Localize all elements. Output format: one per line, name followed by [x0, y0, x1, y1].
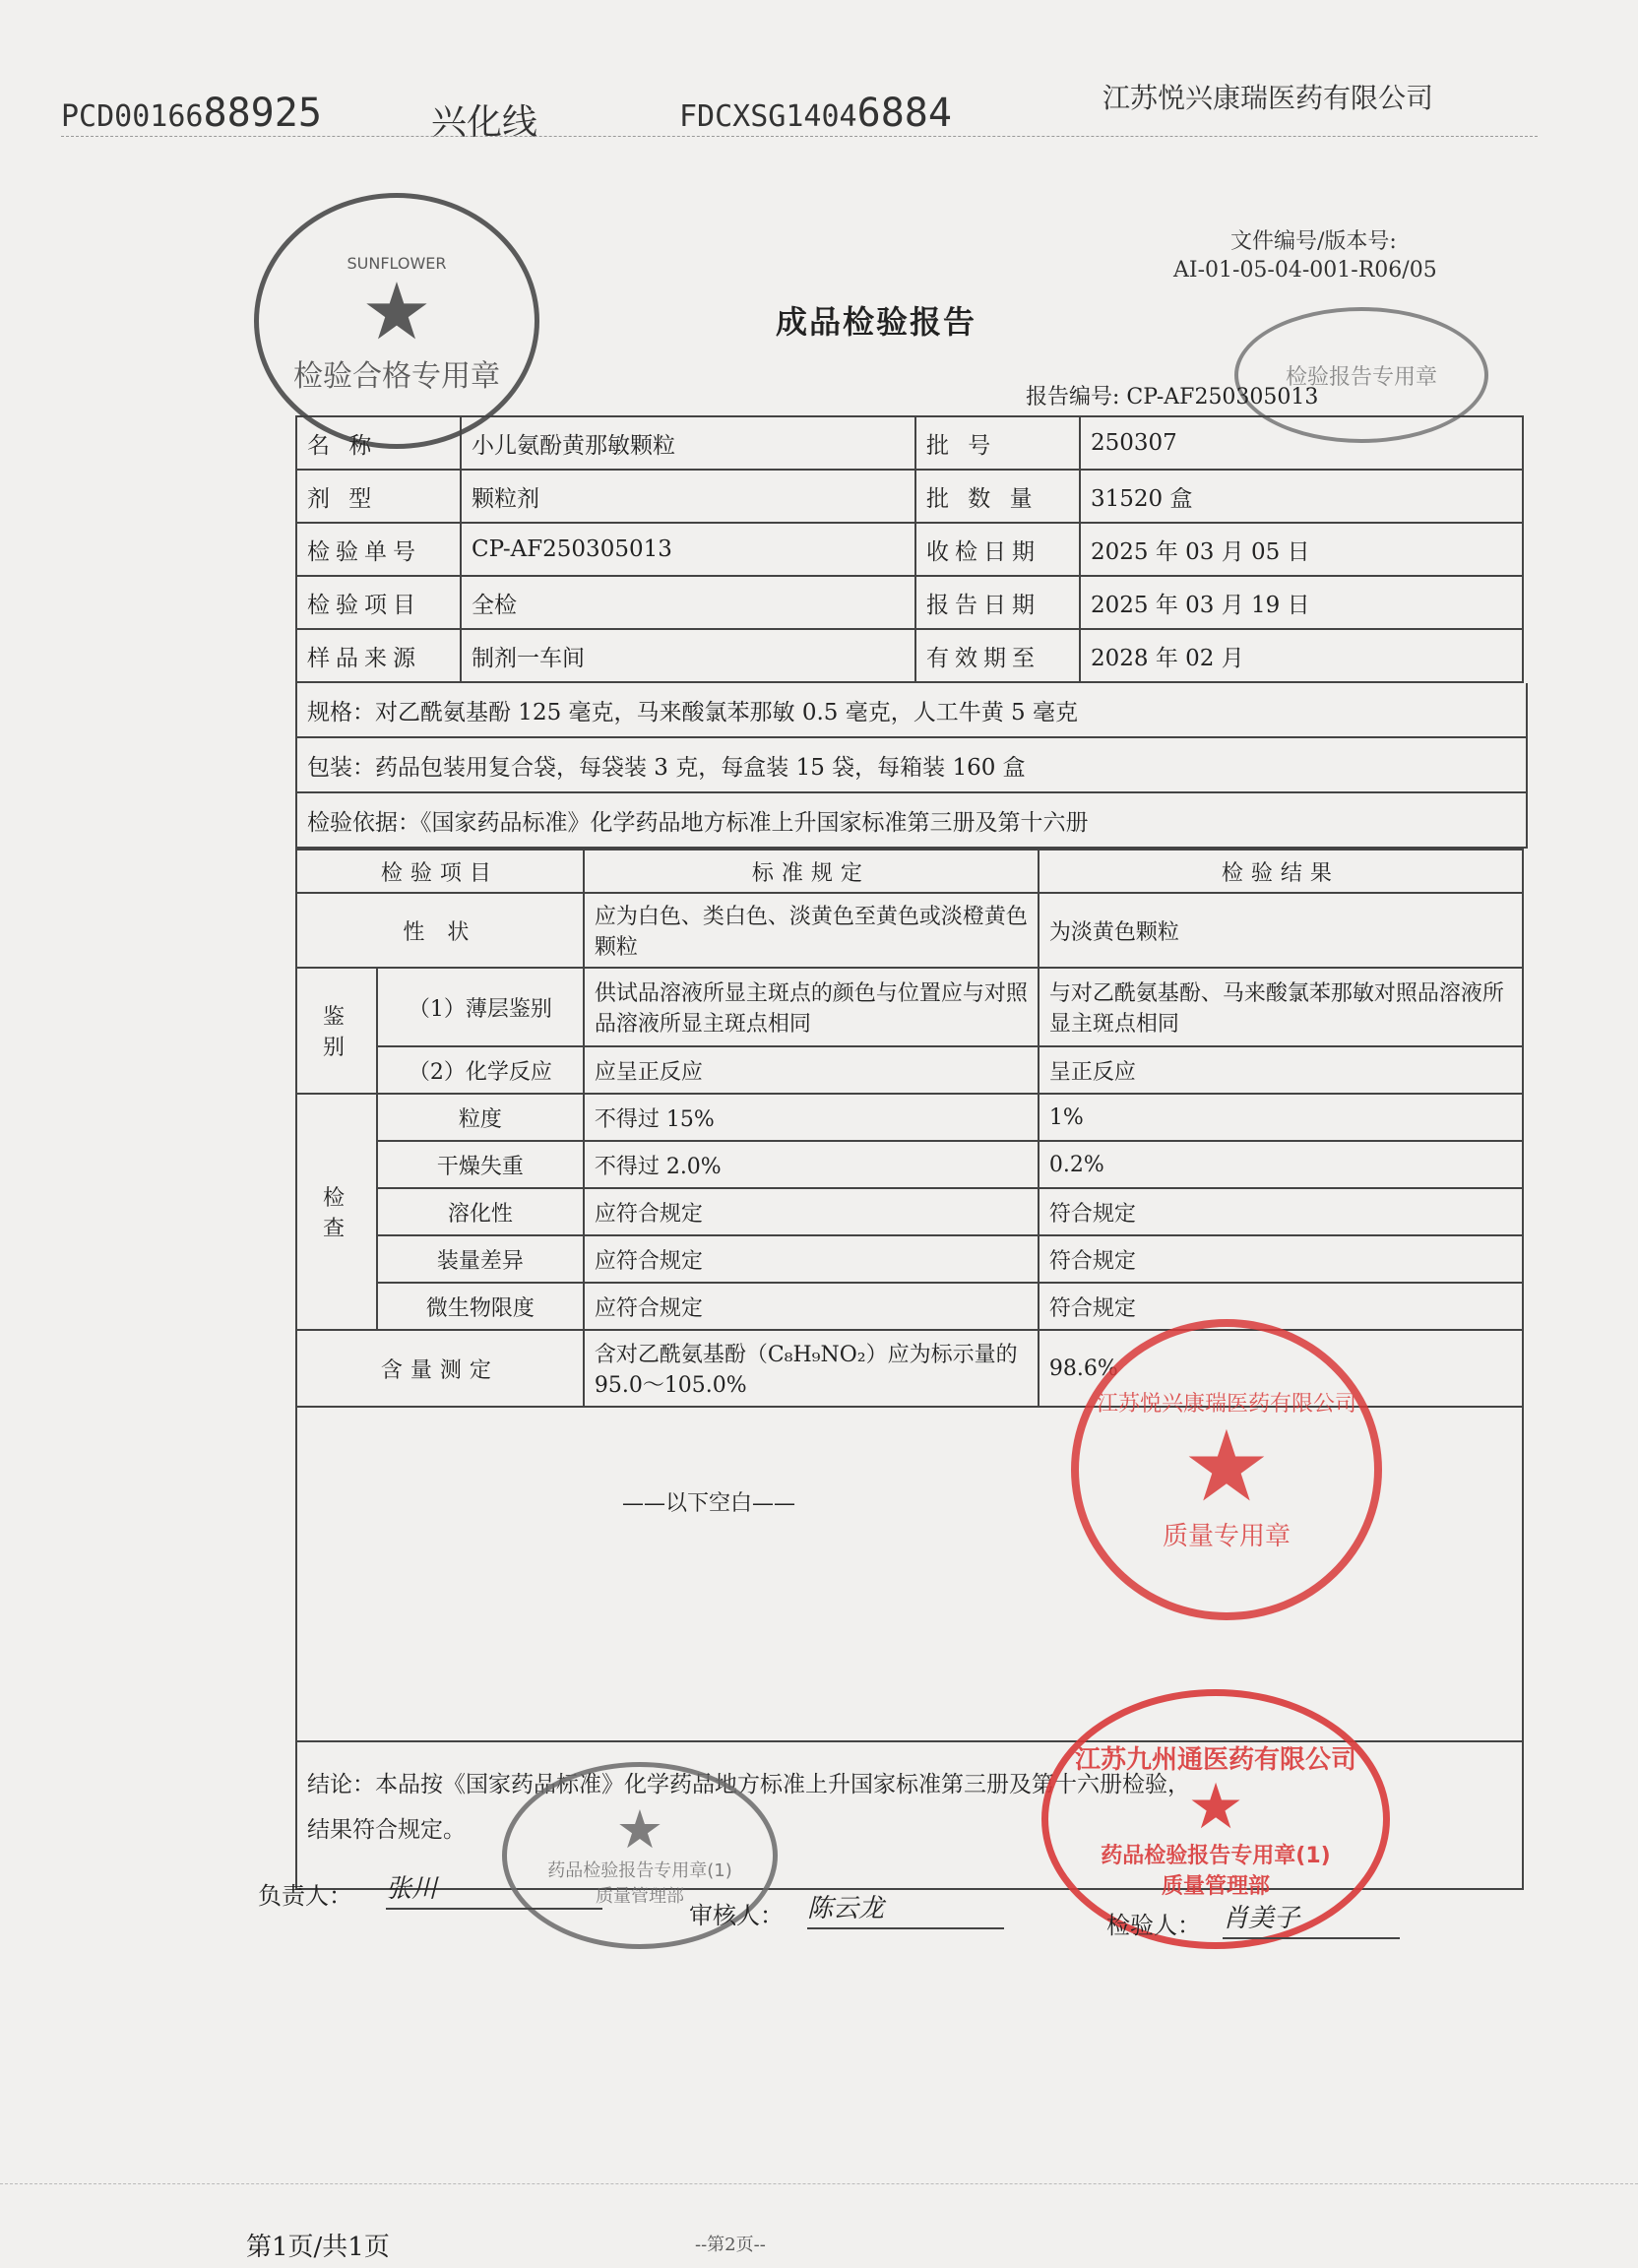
report-date-value: 2025 年 03 月 19 日	[1080, 576, 1523, 629]
item-value: 全检	[461, 576, 915, 629]
ident-group-label: 鉴 别	[296, 968, 377, 1094]
info-block	[295, 415, 1528, 1890]
table-row: 鉴 别 （1）薄层鉴别 供试品溶液所显主斑点的颜色与位置应与对照品溶液所显主斑点相同 与对乙酰氨基酚、马来酸氯苯那敏对照品溶液所显主斑点相同	[296, 968, 1523, 1046]
report-date-label: 报告日期	[915, 576, 1080, 629]
company-name: 江苏悦兴康瑞医药有限公司	[1102, 82, 1434, 114]
order-value: CP-AF250305013	[461, 523, 915, 576]
scan-code-1: PCD0016688925	[61, 91, 322, 136]
source-value: 制剂一车间	[461, 629, 915, 682]
line-name: 兴化线	[431, 102, 538, 143]
basis-line: 检验依据：《国家药品标准》化学药品地方标准上升国家标准第三册及第十六册	[295, 793, 1528, 849]
report-title: 成品检验报告	[776, 303, 977, 341]
form-label: 剂 型	[296, 470, 461, 523]
quality-pass-stamp: SUNFLOWER ★ 检验合格专用章	[254, 193, 539, 449]
header-divider	[61, 136, 1538, 137]
order-label: 检验单号	[296, 523, 461, 576]
expiry-value: 2028 年 02 月	[1080, 629, 1523, 682]
table-row: 干燥失重 不得过 2.0% 0.2%	[296, 1141, 1523, 1188]
blank-marker: ——以下空白——	[296, 1407, 1523, 1741]
star-icon: ★	[615, 1798, 664, 1860]
page-indicator: 第1页/共1页	[246, 2233, 390, 2262]
col-head-res: 检验结果	[1039, 850, 1523, 893]
col-head-std: 标准规定	[584, 850, 1039, 893]
footer-divider	[0, 2183, 1638, 2184]
info-table	[295, 415, 1524, 683]
table-row: 微生物限度 应符合规定 符合规定	[296, 1283, 1523, 1330]
qty-value: 31520 盒	[1080, 470, 1523, 523]
star-icon: ★	[1182, 1409, 1271, 1524]
file-no: AI-01-05-04-001-R06/05	[1173, 258, 1437, 283]
name-value: 小儿氨酚黄那敏颗粒	[461, 416, 915, 470]
pack-line: 包装：药品包装用复合袋，每袋装 3 克，每盒装 15 袋，每箱装 160 盒	[295, 738, 1528, 793]
recv-label: 收检日期	[915, 523, 1080, 576]
qty-label: 批 数 量	[915, 470, 1080, 523]
batch-value: 250307	[1080, 416, 1523, 470]
conclusion: 结论：本品按《国家药品标准》化学药品地方标准上升国家标准第三册及第十六册检验， 结果符合规定。	[296, 1741, 1523, 1889]
batch-label: 批 号	[915, 416, 1080, 470]
item-label: 检验项目	[296, 576, 461, 629]
recv-value: 2025 年 03 月 05 日	[1080, 523, 1523, 576]
table-row: （2）化学反应 应呈正反应 呈正反应	[296, 1046, 1523, 1094]
table-row: 性 状 应为白色、类白色、淡黄色至黄色或淡橙黄色颗粒 为淡黄色颗粒	[296, 893, 1523, 968]
col-head-item: 检验项目	[296, 850, 584, 893]
responsible-label: 负责人：	[258, 1882, 352, 1910]
name-label: 名 称	[296, 416, 461, 470]
star-icon: ★	[1187, 1770, 1244, 1844]
red-company-stamp: 江苏悦兴康瑞医药有限公司 ★ 质量专用章	[1071, 1319, 1382, 1620]
source-label: 样品来源	[296, 629, 461, 682]
report-stamp-top-right: 检验报告专用章	[1234, 307, 1488, 443]
spec-line: 规格：对乙酰氨基酚 125 毫克，马来酸氯苯那敏 0.5 毫克，人工牛黄 5 毫克	[295, 683, 1528, 738]
table-row: 检 查 粒度 不得过 15% 1%	[296, 1094, 1523, 1141]
reviewer-signature: 陈云龙	[807, 1888, 1004, 1929]
scan-code-2: FDCXSG14046884	[679, 91, 952, 136]
check-group-label: 检 查	[296, 1094, 377, 1330]
form-value: 颗粒剂	[461, 470, 915, 523]
table-row: 溶化性 应符合规定 符合规定	[296, 1188, 1523, 1235]
report-number: 报告编号: CP-AF250305013	[1026, 385, 1319, 410]
star-icon: ★	[361, 265, 432, 357]
reviewer-label: 审核人：	[689, 1902, 784, 1929]
red-inspection-stamp: 江苏九州通医药有限公司 ★ 药品检验报告专用章(1) 质量管理部	[1041, 1689, 1390, 1949]
expiry-label: 有效期至	[915, 629, 1080, 682]
inspector-label: 检验人：	[1106, 1912, 1201, 1939]
file-no-label: 文件编号/版本号:	[1230, 229, 1397, 254]
inspector-signature: 肖美子	[1223, 1898, 1400, 1939]
page-marker: --第2页--	[695, 2235, 766, 2255]
table-row: 含量测定 含对乙酰氨基酚（C₈H₉NO₂）应为标示量的 95.0～105.0% 98.6%	[296, 1330, 1523, 1407]
grey-inspection-stamp: ★ 药品检验报告专用章(1) 质量管理部	[502, 1762, 778, 1949]
table-row: 装量差异 应符合规定 符合规定	[296, 1235, 1523, 1283]
responsible-signature: 张川	[386, 1868, 602, 1910]
